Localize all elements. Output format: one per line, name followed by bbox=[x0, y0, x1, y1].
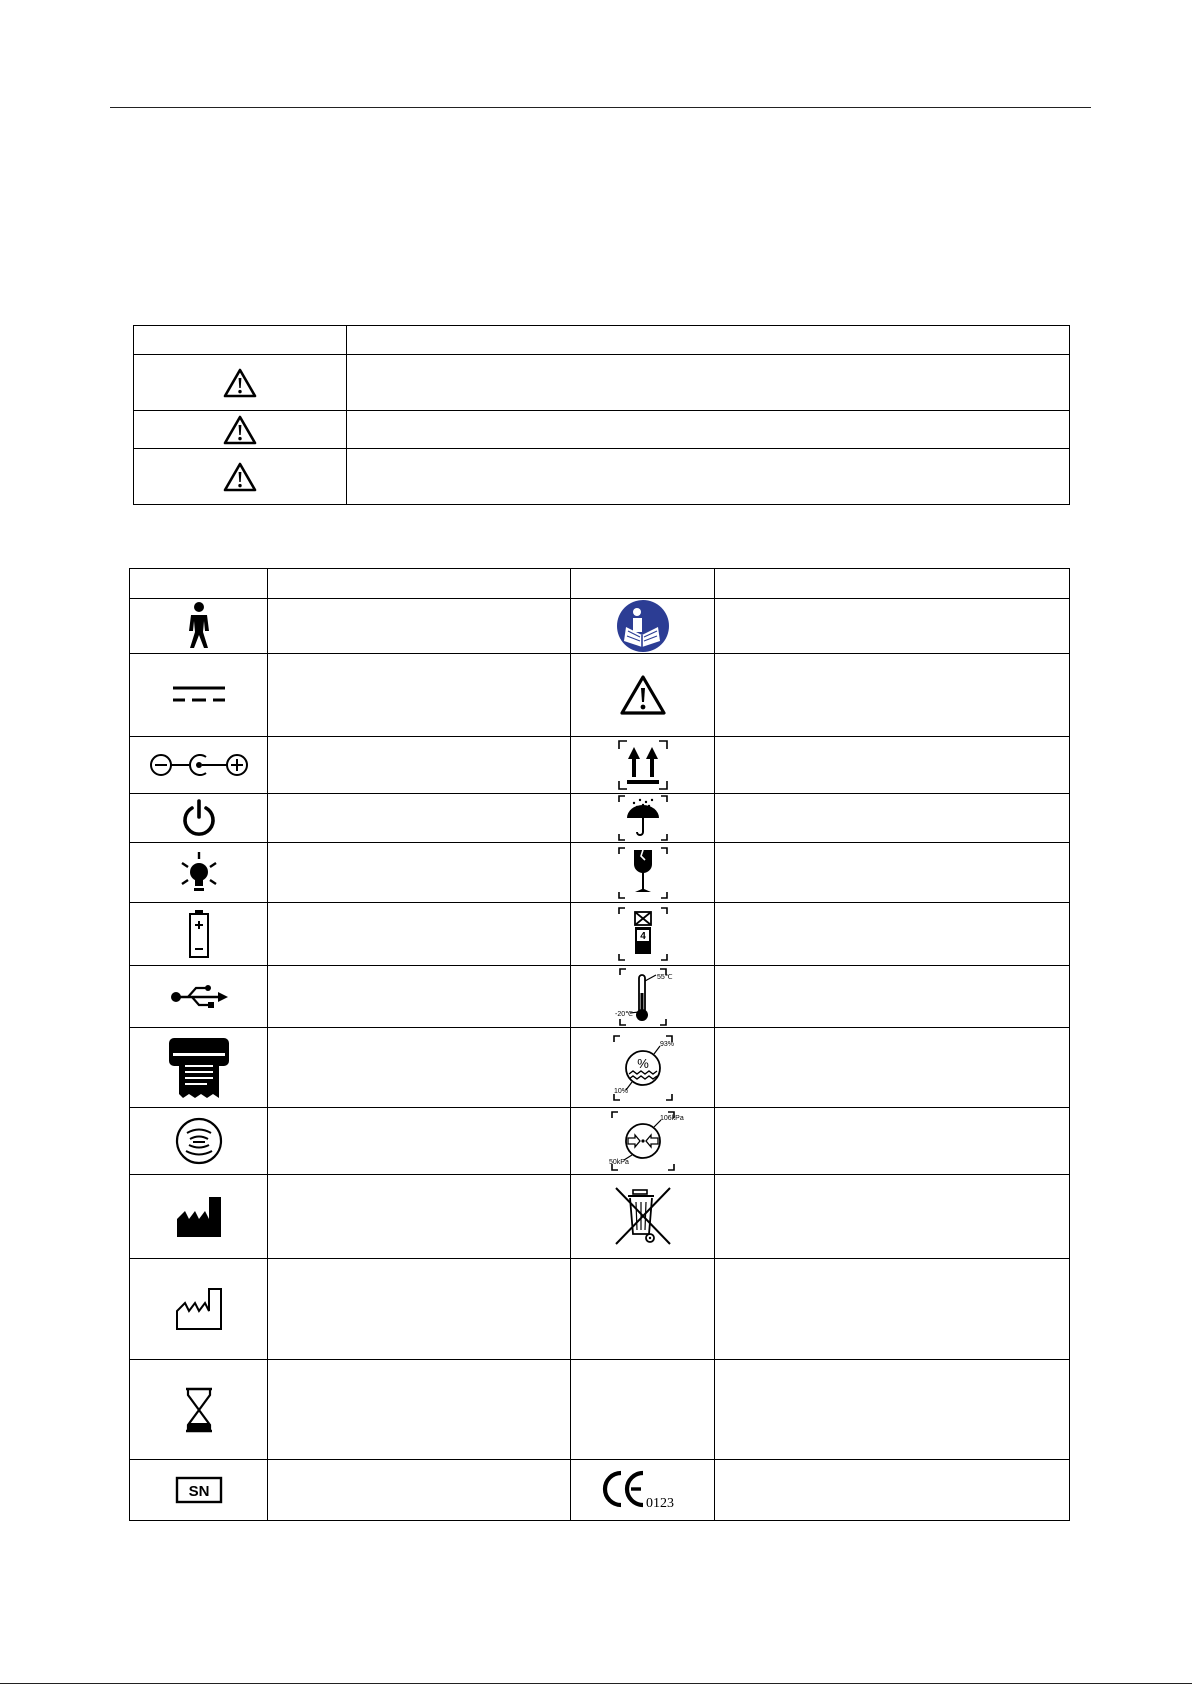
svg-text:%: % bbox=[636, 1055, 649, 1071]
symbol-description bbox=[715, 599, 1070, 654]
symbol-description bbox=[715, 966, 1070, 1028]
table-row bbox=[130, 1360, 1070, 1460]
manufacture-date-icon bbox=[175, 1287, 223, 1331]
symbol-description bbox=[268, 1108, 571, 1175]
header-cell bbox=[130, 569, 268, 599]
ce-mark-icon bbox=[603, 1469, 683, 1511]
table-row bbox=[130, 1108, 1070, 1175]
symbol-description bbox=[268, 737, 571, 794]
table-row bbox=[134, 411, 1070, 449]
warning-triangle-icon bbox=[222, 461, 258, 493]
warning-triangle-icon bbox=[222, 414, 258, 446]
symbol-description bbox=[268, 1028, 571, 1108]
symbol-description bbox=[715, 794, 1070, 843]
direct-current-icon bbox=[171, 680, 227, 710]
warning-triangle-icon bbox=[619, 674, 667, 716]
table-row bbox=[130, 1175, 1070, 1259]
table-row bbox=[130, 794, 1070, 843]
header-rule bbox=[110, 107, 1091, 108]
header-cell bbox=[715, 569, 1070, 599]
svg-text:4: 4 bbox=[639, 931, 646, 942]
warning-triangle-icon bbox=[222, 367, 258, 399]
symbol-description bbox=[715, 737, 1070, 794]
header-cell bbox=[571, 569, 715, 599]
table-row bbox=[130, 599, 1070, 654]
type-bf-applied-part-icon bbox=[183, 601, 215, 651]
footer-rule bbox=[0, 1683, 1192, 1684]
keep-dry-icon bbox=[617, 794, 669, 842]
symbol-description bbox=[268, 794, 571, 843]
table-row bbox=[130, 843, 1070, 903]
symbol-icon-cell bbox=[571, 1259, 715, 1360]
this-way-up-icon bbox=[617, 739, 669, 791]
refer-to-manual-icon bbox=[615, 599, 671, 653]
table-row bbox=[134, 449, 1070, 505]
battery-icon bbox=[188, 909, 210, 959]
pressure-min-label: 50kPa bbox=[608, 1159, 629, 1166]
symbol-description bbox=[268, 966, 571, 1028]
table-header-row bbox=[130, 569, 1070, 599]
pressure-max-label: 106kPa bbox=[659, 1115, 684, 1122]
dc-polarity-icon bbox=[149, 751, 249, 779]
symbol-description bbox=[715, 1460, 1070, 1521]
symbol-description bbox=[715, 1028, 1070, 1108]
manufacturer-icon bbox=[175, 1195, 223, 1239]
symbol-description bbox=[268, 1360, 571, 1460]
symbol-description bbox=[268, 654, 571, 737]
symbol-description bbox=[268, 843, 571, 903]
temperature-limit-icon bbox=[613, 967, 673, 1027]
header-cell bbox=[268, 569, 571, 599]
symbol-description bbox=[268, 599, 571, 654]
symbol-description bbox=[715, 843, 1070, 903]
symbol-description bbox=[715, 1175, 1070, 1259]
warning-text bbox=[347, 355, 1070, 411]
symbol-icon-cell bbox=[571, 1360, 715, 1460]
header-cell bbox=[134, 326, 347, 355]
power-icon bbox=[181, 799, 217, 837]
table-row bbox=[130, 654, 1070, 737]
serial-number-label: SN bbox=[188, 1483, 209, 1500]
table-header-row bbox=[134, 326, 1070, 355]
warning-symbols-table bbox=[133, 325, 1070, 505]
temperature-min-label: -20℃ bbox=[614, 1010, 633, 1018]
header-cell bbox=[347, 326, 1070, 355]
temperature-max-label: 55℃ bbox=[656, 973, 673, 981]
table-row bbox=[130, 737, 1070, 794]
symbol-description bbox=[268, 1259, 571, 1360]
fragile-icon bbox=[617, 846, 669, 900]
stacking-limit-icon bbox=[617, 906, 669, 962]
notified-body-number: 0123 bbox=[645, 1496, 674, 1511]
wireless-signal-icon bbox=[175, 1117, 223, 1165]
humidity-max-label: 93% bbox=[659, 1040, 674, 1048]
weee-crossed-bin-icon bbox=[612, 1186, 674, 1248]
table-row bbox=[130, 1028, 1070, 1108]
table-row bbox=[130, 966, 1070, 1028]
symbol-description bbox=[715, 654, 1070, 737]
pressure-limit-icon bbox=[608, 1108, 684, 1174]
symbol-description bbox=[268, 1175, 571, 1259]
backlight-bulb-icon bbox=[177, 850, 221, 896]
symbol-description bbox=[715, 1360, 1070, 1460]
printer-icon bbox=[167, 1036, 231, 1100]
symbol-description bbox=[268, 1460, 571, 1521]
humidity-limit-icon bbox=[610, 1032, 676, 1104]
symbol-description bbox=[715, 1108, 1070, 1175]
humidity-min-label: 10% bbox=[613, 1087, 628, 1095]
serial-number-icon bbox=[175, 1476, 223, 1504]
symbol-description bbox=[268, 903, 571, 966]
table-row bbox=[130, 1259, 1070, 1360]
warning-text bbox=[347, 411, 1070, 449]
product-symbols-table bbox=[129, 568, 1070, 1521]
table-row bbox=[130, 903, 1070, 966]
warning-text bbox=[347, 449, 1070, 505]
symbol-description bbox=[715, 1259, 1070, 1360]
use-by-hourglass-icon bbox=[184, 1387, 214, 1433]
symbol-description bbox=[715, 903, 1070, 966]
table-row bbox=[130, 1460, 1070, 1521]
table-row bbox=[134, 355, 1070, 411]
usb-icon bbox=[168, 983, 230, 1011]
